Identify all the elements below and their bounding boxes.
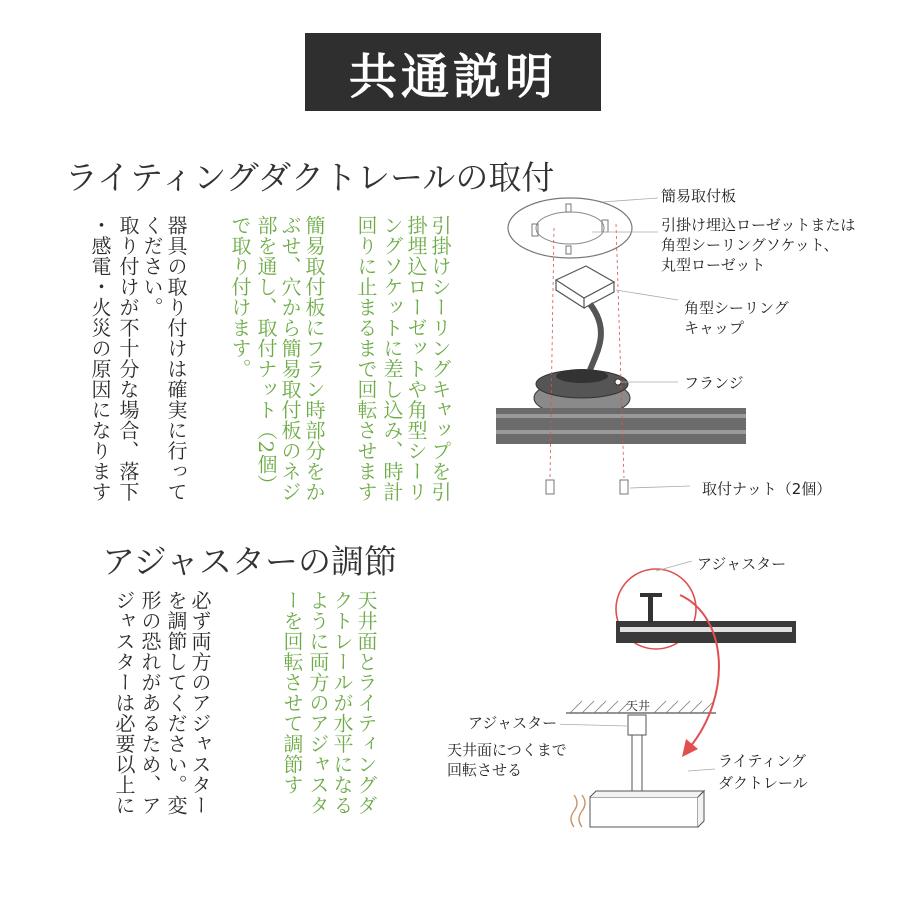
s1-green-col-7: 部を通し、取付ナット（2個） bbox=[254, 215, 278, 495]
label-nut: 取付ナット（2個） bbox=[702, 480, 832, 498]
s1-green-col-1: 引掛けシーリングキャップを引 bbox=[428, 215, 452, 502]
label-rail-2: ダクトレール bbox=[718, 774, 808, 792]
s1-green-col-6: ぶせ、穴から簡易取付板のネジ bbox=[278, 215, 302, 502]
label-cap-1: 角型シーリング bbox=[684, 299, 789, 317]
label-rosette-1: 引掛け埋込ローゼットまたは bbox=[661, 216, 856, 234]
section2-heading: アジャスターの調節 bbox=[102, 542, 398, 581]
section1-heading: ライティングダクトレールの取付 bbox=[65, 158, 555, 197]
s2-green-col-1: 天井面とライティングダ bbox=[354, 590, 378, 816]
mounting-plate-shape bbox=[508, 198, 632, 258]
s1-green-col-2: 掛埋込ローゼットや角型シーリ bbox=[404, 215, 428, 502]
red-arrow-icon bbox=[680, 595, 719, 747]
s2-black-col-2: を調節してください。変 bbox=[164, 590, 188, 816]
adjuster-diagram bbox=[560, 545, 800, 850]
label-ceiling: 天井 bbox=[626, 699, 651, 713]
s1-black-col-3: 取り付けが不十分な場合、落下 bbox=[116, 215, 140, 502]
label-rosette-3: 丸型ローゼット bbox=[661, 256, 766, 274]
s2-green-col-2: クトレールが水平になる bbox=[330, 590, 354, 816]
label-rosette-2: 角型シーリングソケット、 bbox=[661, 236, 839, 254]
s2-black-col-1: 必ず両方のアジャスター bbox=[188, 590, 212, 816]
s1-black-col-1: 器具の取り付けは確実に行って bbox=[164, 215, 188, 502]
label-note-2: 回転させる bbox=[447, 761, 523, 779]
label-cap-2: キャップ bbox=[684, 319, 745, 337]
s2-green-col-4: ーを回転させて調節す bbox=[280, 590, 304, 795]
s1-black-col-2: ください。 bbox=[140, 215, 164, 318]
label-adjuster-side: アジャスター bbox=[468, 714, 558, 732]
s1-green-col-8: で取り付けます。 bbox=[228, 215, 252, 379]
page-title: 共通説明 bbox=[348, 48, 557, 105]
title-banner bbox=[305, 33, 601, 111]
s2-green-col-3: ように両方のアジャスタ bbox=[306, 590, 330, 816]
label-flange: フランジ bbox=[684, 374, 744, 392]
s1-green-col-5: 簡易取付板にフラン時部分をか bbox=[302, 215, 326, 502]
label-note-1: 天井面につくまで bbox=[447, 741, 567, 759]
label-rail-1: ライティング bbox=[718, 752, 807, 770]
ceiling-cap-shape bbox=[556, 266, 614, 370]
s1-green-col-4: 回りに止まるまで回転させます bbox=[354, 215, 378, 502]
label-plate: 簡易取付板 bbox=[661, 187, 737, 205]
s2-black-col-3: 形の恐れがあるため、ア bbox=[138, 590, 162, 816]
s2-black-col-4: ジャスターは必要以上に bbox=[112, 590, 136, 816]
duct-rail-shape bbox=[496, 408, 746, 444]
s1-black-col-4: ・感電・火災の原因になります bbox=[88, 215, 112, 502]
nuts-shape bbox=[546, 480, 628, 494]
s1-green-col-3: ングソケットに差し込み、時計 bbox=[380, 215, 404, 502]
label-adjuster-top: アジャスター bbox=[697, 555, 787, 573]
